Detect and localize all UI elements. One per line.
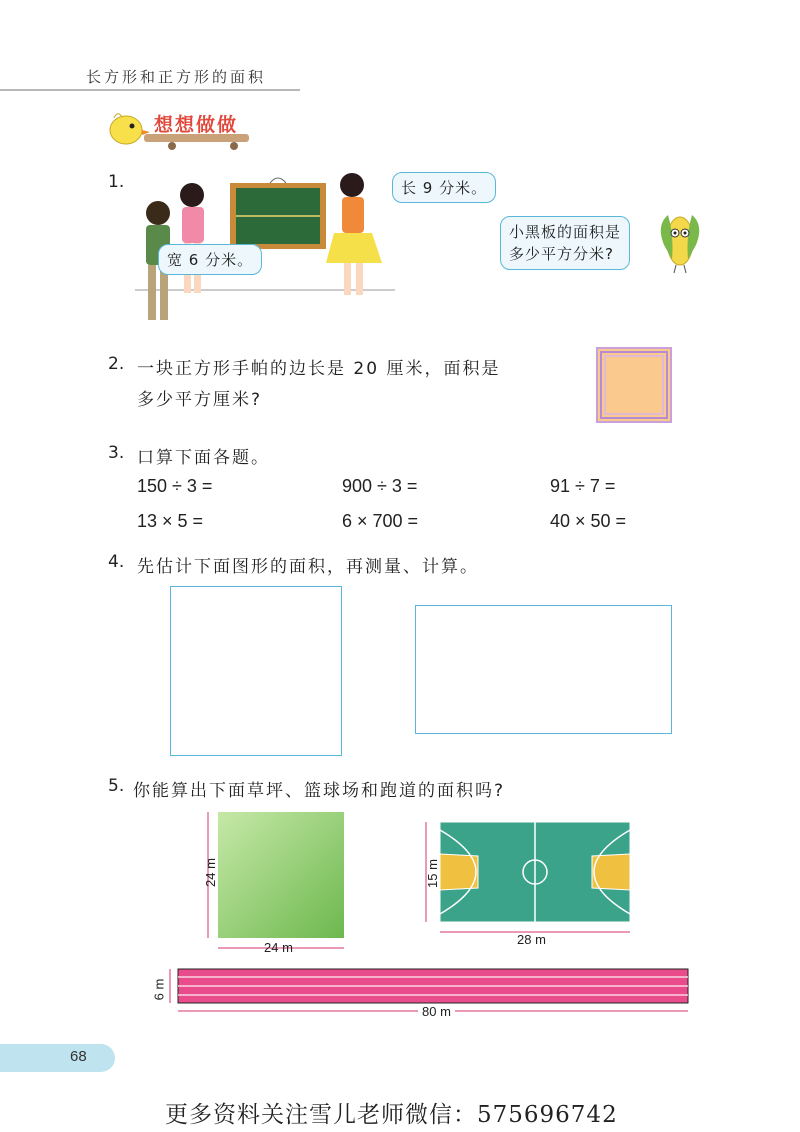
q5-number: 5. (108, 776, 125, 796)
footer-text: 更多资料关注雪儿老师微信：575696742 (165, 1102, 618, 1128)
calc-item: 900 ÷ 3 = (342, 476, 418, 496)
lawn-diagram (198, 808, 348, 958)
length-speech-bubble: 长 9 分米。 (392, 172, 496, 203)
q5-title: 你能算出下面草坪、篮球场和跑道的面积吗? (133, 781, 506, 801)
question-speech-bubble (500, 216, 630, 270)
calc-item: 6 × 700 = (342, 511, 419, 531)
q2-number: 2. (108, 354, 125, 374)
rectangle-shape (415, 605, 672, 734)
page-number: 68 (70, 1048, 87, 1065)
chapter-title: 长方形和正方形的面积 (86, 68, 267, 86)
corn-mascot-icon (650, 205, 710, 275)
calc-item: 13 × 5 = (137, 511, 204, 531)
court-side-label: 15 m (424, 859, 440, 888)
calc-item: 150 ÷ 3 = (137, 476, 213, 496)
q2-line-1: 一块正方形手帕的边长是 20 厘米，面积是 (137, 359, 501, 379)
q3-number: 3. (108, 443, 125, 463)
question-line-2: 多少平方分米? (509, 245, 614, 263)
q3-title: 口算下面各题。 (137, 448, 270, 468)
q4-number: 4. (108, 552, 125, 572)
track-side-label: 6 m (151, 978, 167, 1001)
track-bottom-label: 80 m (418, 1004, 455, 1019)
calc-item: 91 ÷ 7 = (550, 476, 616, 496)
header-rule (0, 89, 300, 91)
q2-line-2: 多少平方厘米? (137, 390, 263, 410)
lawn-bottom-label: 24 m (264, 940, 293, 955)
q4-title: 先估计下面图形的面积，再测量、计算。 (137, 557, 479, 577)
basketball-court-diagram (420, 818, 635, 938)
q1-number: 1. (108, 172, 125, 192)
question-line-1: 小黑板的面积是 (509, 223, 622, 241)
square-shape (170, 586, 342, 756)
calc-item: 40 × 50 = (550, 511, 627, 531)
handkerchief-image (595, 346, 673, 424)
page-number-tab (0, 1044, 115, 1072)
lawn-side-label: 24 m (202, 858, 218, 887)
court-bottom-label: 28 m (517, 932, 546, 947)
section-title: 想想做做 (154, 114, 239, 136)
width-speech-bubble: 宽 6 分米。 (158, 244, 262, 275)
